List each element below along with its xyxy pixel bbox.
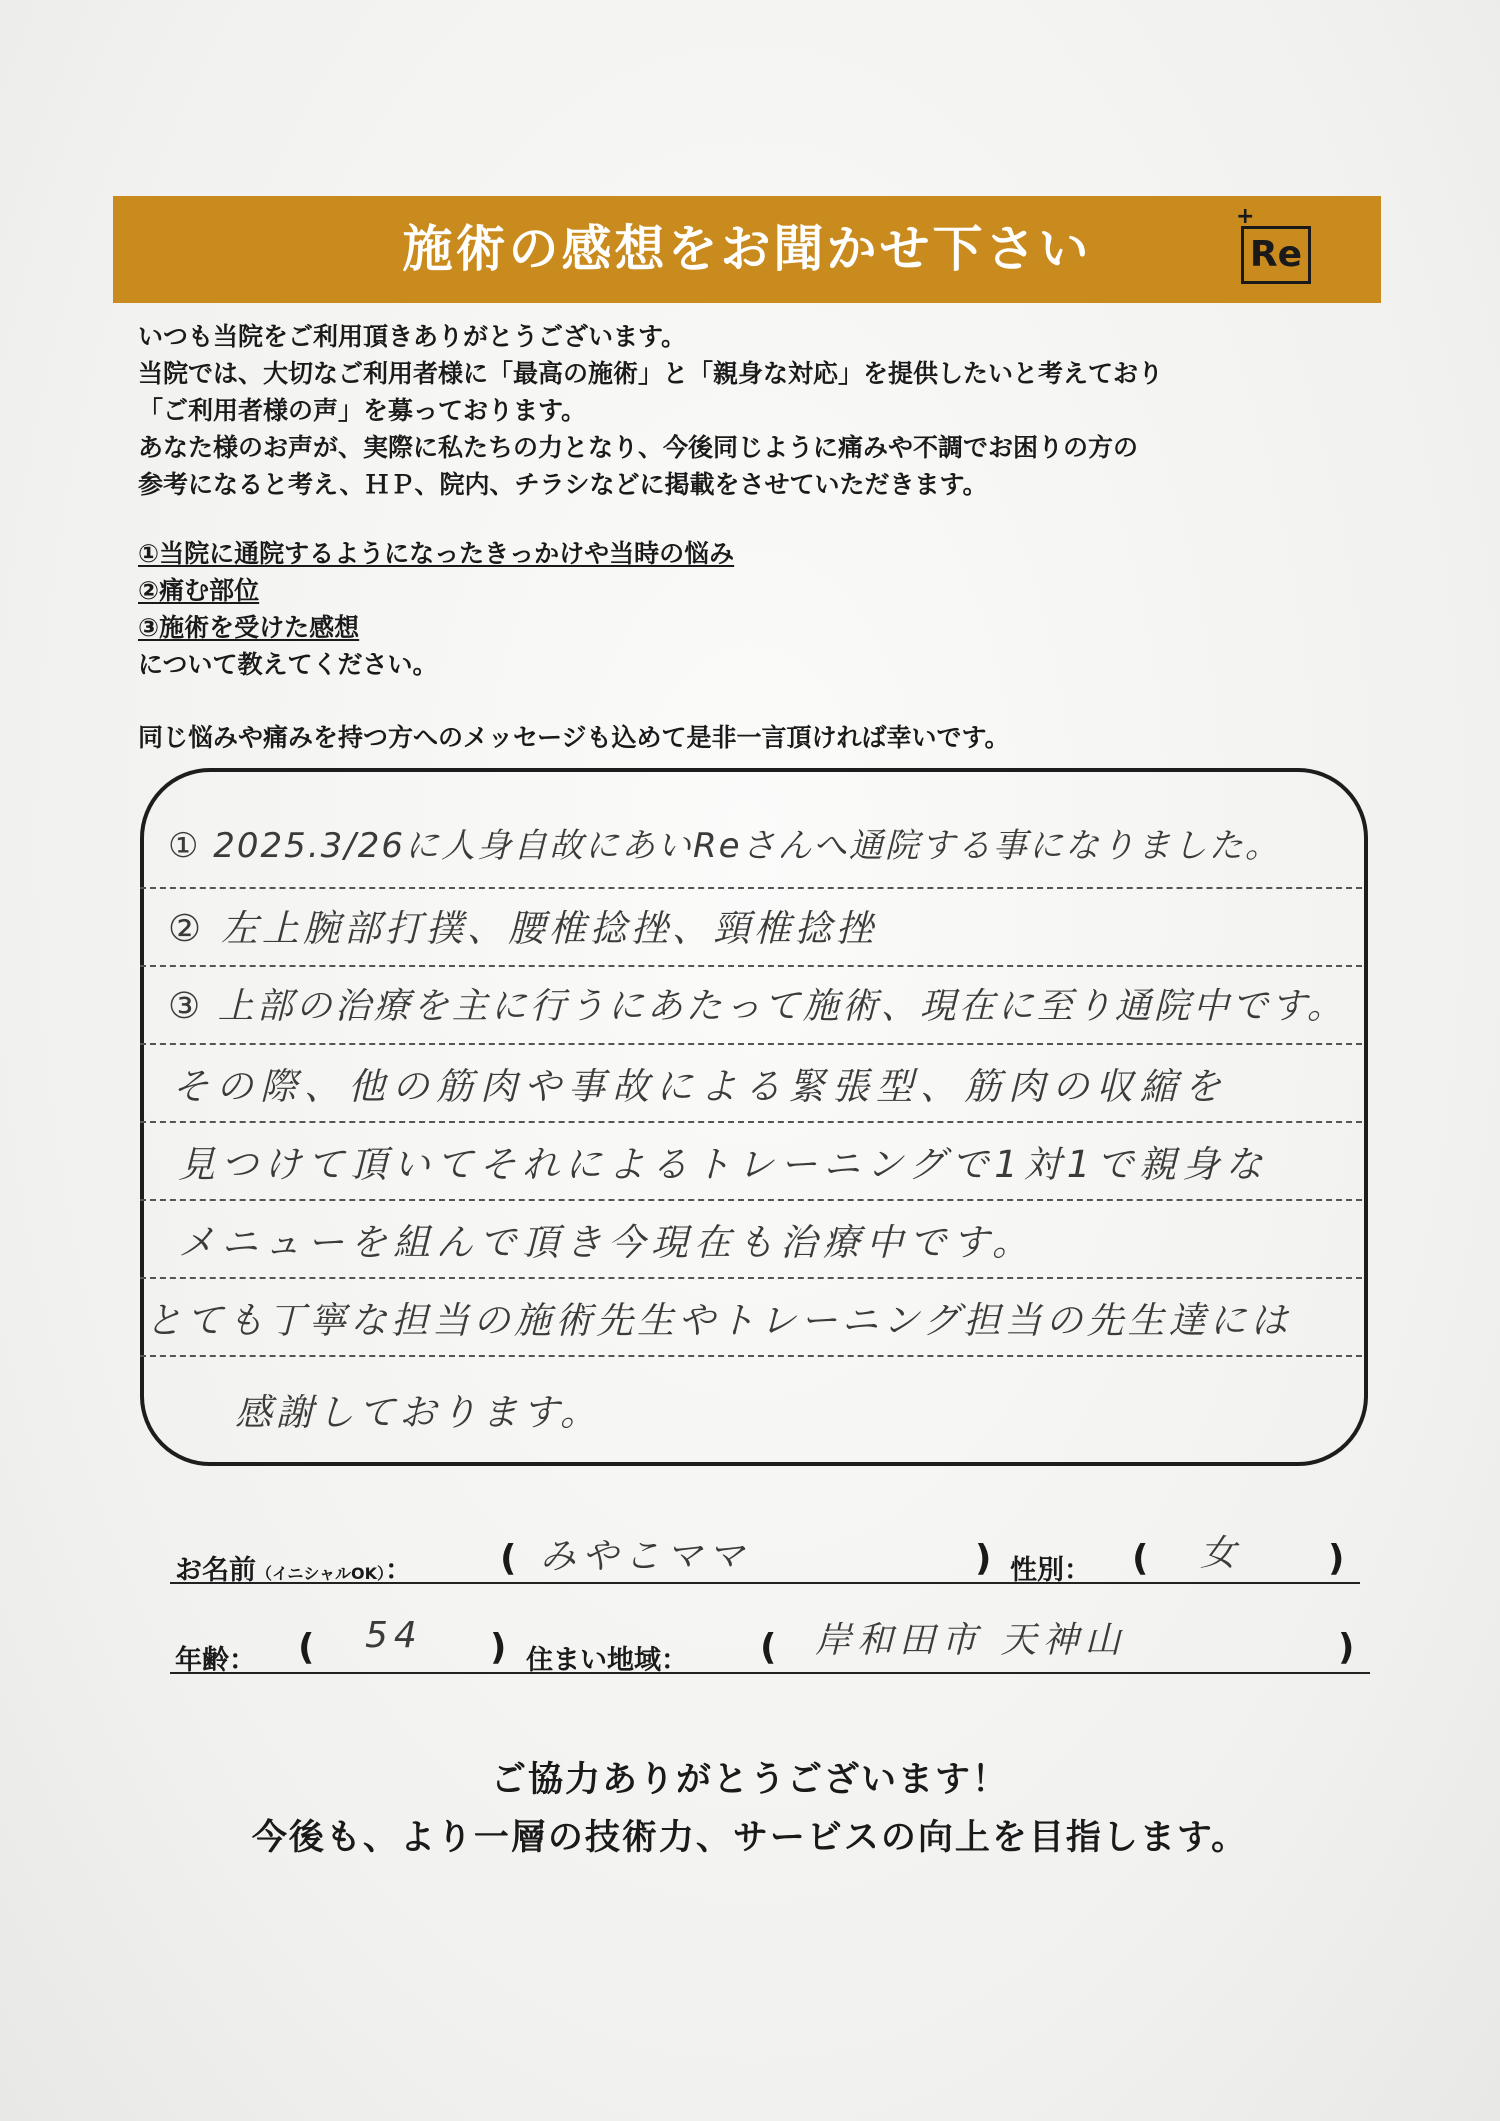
gender-field[interactable]: 女 <box>1200 1533 1243 1574</box>
comment-line: その際、他の筋肉や事故による緊張型、筋肉の収縮を <box>172 1065 1228 1108</box>
area-field[interactable]: 岸和田市 天神山 <box>815 1620 1127 1661</box>
ruled-line <box>140 1355 1362 1357</box>
area-open-paren: ( <box>760 1627 777 1668</box>
comment-line: 感謝しております。 <box>235 1391 602 1434</box>
comment-line: 見つけて頂いてそれによるトレーニングで1対1で親身な <box>178 1143 1269 1186</box>
comment-box[interactable] <box>140 768 1368 1466</box>
comment-line: とても丁寧な担当の施術先生やトレーニング担当の先生達には <box>145 1299 1292 1342</box>
comment-line: ③ 上部の治療を主に行うにあたって施術、現在に至り通院中です。 <box>168 986 1346 1027</box>
ruled-line <box>140 1277 1362 1279</box>
age-label-text: 年齢 <box>175 1645 229 1676</box>
gender-label-text: 性別 <box>1010 1555 1064 1586</box>
name-note: （イニシャルOK） <box>256 1564 386 1583</box>
gender-close-paren: ) <box>1328 1538 1345 1579</box>
intro-line: 参考になると考え、ＨＰ、院内、チラシなどに掲載をさせていただきます。 <box>138 470 988 499</box>
intro-line: 「ご利用者様の声」を募っております。 <box>138 396 587 425</box>
question-list <box>138 535 734 683</box>
comment-line: ② 左上腕部打撲、腰椎捻挫、頸椎捻挫 <box>168 907 877 950</box>
intro-line: いつも当院をご利用頂きありがとうございます。 <box>138 322 687 351</box>
intro-text <box>138 318 1378 503</box>
area-colon: ： <box>661 1645 688 1676</box>
area-close-paren: ) <box>1338 1627 1355 1668</box>
comment-line: メニューを組んで頂き今現在も治療中です。 <box>178 1221 1036 1264</box>
question-item: ①当院に通院するようになったきっかけや当時の悩み <box>138 539 735 568</box>
logo-plus-mark: + <box>1236 204 1255 229</box>
area-label-text: 住まい地域 <box>526 1645 661 1676</box>
ruled-line <box>140 1121 1362 1123</box>
gender-colon: ： <box>1064 1555 1091 1586</box>
name-underline <box>170 1582 1360 1584</box>
thanks-line-2: 今後も、より一層の技術力、サービスの向上を目指します。 <box>251 1818 1249 1858</box>
comment-line: ① 2025.3/26に人身自故にあいReさんへ通院する事になりました。 <box>168 826 1281 866</box>
name-label-text: お名前 <box>175 1555 256 1586</box>
ruled-line <box>140 887 1362 889</box>
title-banner <box>113 196 1381 303</box>
ruled-line <box>140 1043 1362 1045</box>
age-open-paren: ( <box>298 1627 315 1668</box>
question-item: ③施術を受けた感想 <box>138 613 360 642</box>
message-request: 同じ悩みや痛みを持つ方へのメッセージも込めて是非一言頂ければ幸いです。 <box>138 723 1010 752</box>
name-colon: ： <box>385 1555 413 1586</box>
clinic-logo: Re <box>1241 226 1311 284</box>
name-open-paren: ( <box>500 1538 517 1579</box>
age-field[interactable]: 54 <box>365 1615 423 1656</box>
question-item: ②痛む部位 <box>138 576 260 605</box>
ruled-line <box>140 965 1362 967</box>
intro-line: あなた様のお声が、実際に私たちの力となり、今後同じように痛みや不調でお困りの方の <box>138 433 1139 462</box>
age-colon: ： <box>229 1645 256 1676</box>
question-closing: について教えてください。 <box>138 650 438 679</box>
name-close-paren: ) <box>975 1538 992 1579</box>
intro-line: 当院では、大切なご利用者様に「最高の施術」と「親身な対応」を提供したいと考えており <box>138 359 1164 388</box>
gender-open-paren: ( <box>1132 1538 1149 1579</box>
age-close-paren: ) <box>490 1627 507 1668</box>
thanks-line-1: ご協力ありがとうございます！ <box>490 1760 1009 1800</box>
name-field[interactable]: みやこママ <box>540 1536 751 1577</box>
ruled-line <box>140 1199 1362 1201</box>
page-title: 施術の感想をお聞かせ下さい <box>402 220 1092 278</box>
age-underline <box>170 1672 1370 1674</box>
